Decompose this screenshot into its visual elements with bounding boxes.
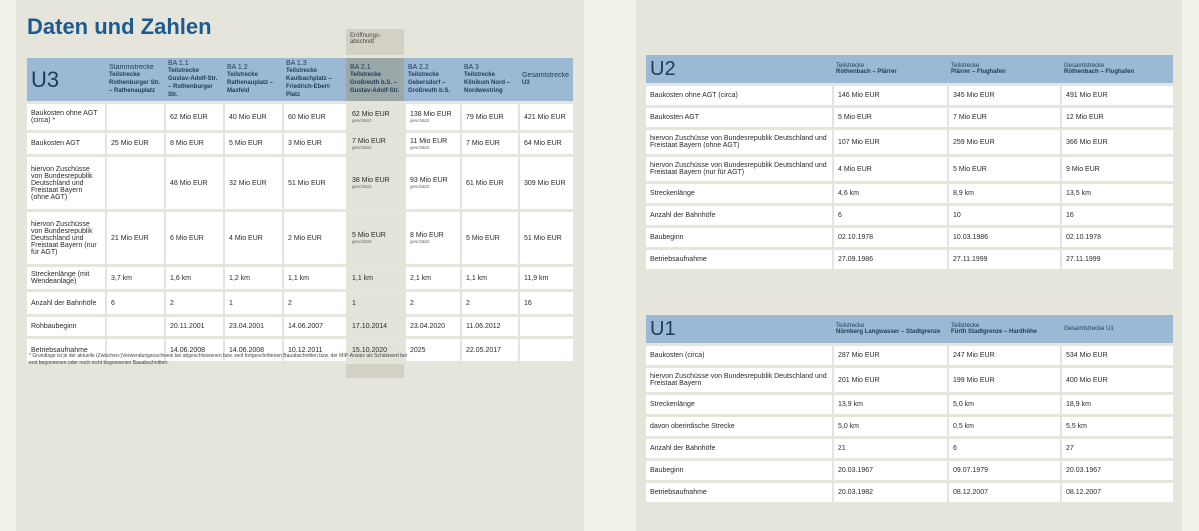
table-row: [27, 212, 573, 264]
table-cell: 13,5 km: [1060, 184, 1173, 203]
table-row: [27, 157, 573, 209]
table-row: [646, 250, 1173, 269]
u2-column-header: [832, 55, 947, 83]
column-route: Teilstrecke Großreuth b.S. – Gustav-Adolf-Str.: [350, 72, 400, 94]
u3-column-header: [460, 58, 518, 101]
row-label: Betriebsaufnahme: [646, 483, 832, 502]
column-route: Teilstrecke Gebersdorf – Großreuth b.S.: [408, 72, 450, 94]
u3-column-header: [404, 58, 460, 101]
row-label: hiervon Zuschüsse von Bundesrepublik Deutschland und Freistaat Bayern (ohne AGT): [27, 157, 105, 209]
table-cell: 10.03.1986: [947, 228, 1060, 247]
cell-value: 14.06.2008: [229, 346, 265, 354]
cell-value: 64 Mio EUR: [524, 140, 562, 147]
table-cell: [105, 104, 164, 130]
table-cell: 20.03.1967: [832, 461, 947, 480]
table-cell: [518, 317, 573, 336]
table-row: [646, 439, 1173, 458]
table-row: [27, 104, 573, 130]
cell-value: 51 Mio EUR: [288, 179, 326, 187]
table-cell: [460, 133, 518, 154]
row-label: Betriebsaufnahme: [646, 250, 832, 269]
table-cell: [518, 292, 573, 314]
table-cell: 201 Mio EUR: [832, 368, 947, 392]
row-label: Baukosten AGT: [646, 108, 832, 127]
row-label: Baukosten (circa): [646, 346, 832, 365]
table-cell: 534 Mio EUR: [1060, 346, 1173, 365]
table-cell: [105, 157, 164, 209]
table-cell: [282, 133, 346, 154]
table-cell: [460, 317, 518, 336]
table-row: [646, 130, 1173, 154]
cell-value: 62 Mio EUR: [352, 111, 390, 118]
cell-value: 62 Mio EUR: [170, 113, 208, 121]
cell-value: 6: [111, 299, 115, 307]
table-row: [646, 157, 1173, 181]
table-cell: [105, 267, 164, 289]
cell-value: 2: [288, 299, 292, 307]
table-cell: [282, 212, 346, 264]
cell-value: 40 Mio EUR: [229, 113, 267, 121]
table-cell: [404, 267, 460, 289]
u2-column-header: [1060, 55, 1173, 83]
u3-column-header: [346, 58, 404, 101]
table-cell: [346, 157, 404, 209]
table-cell: [223, 267, 282, 289]
table-cell: [460, 212, 518, 264]
cell-value: 2,1 km: [410, 274, 432, 282]
cell-value: 14.06.2008: [170, 346, 206, 354]
cell-value: 61 Mio EUR: [466, 179, 504, 187]
row-label: Streckenlänge (mit Wendeanlage): [27, 267, 105, 289]
table-cell: 5,0 km: [832, 417, 947, 436]
table-cell: 491 Mio EUR: [1060, 86, 1173, 105]
table-cell: 10: [947, 206, 1060, 225]
table-row: [646, 483, 1173, 502]
cell-value: 32 Mio EUR: [229, 179, 267, 187]
u3-table: [27, 26, 573, 381]
column-route: Röthenbach – Flughafen: [1064, 69, 1135, 75]
table-cell: 5 Mio EUR: [947, 157, 1060, 181]
table-row: [646, 461, 1173, 480]
column-route: U3: [522, 80, 530, 86]
table-row: [27, 317, 573, 336]
cell-value: 1: [229, 299, 233, 307]
cell-value: 6 Mio EUR: [170, 234, 204, 242]
column-name: BA 1.3: [286, 60, 307, 67]
table-cell: 4 Mio EUR: [832, 157, 947, 181]
table-cell: [223, 292, 282, 314]
table-row: [646, 184, 1173, 203]
table-cell: [404, 317, 460, 336]
cell-value: 2 Mio EUR: [288, 234, 322, 242]
cell-value: 8 Mio EUR: [410, 232, 444, 239]
row-label: Anzahl der Bahnhöfe: [646, 206, 832, 225]
cell-value: 14.06.2007: [288, 323, 324, 330]
table-cell: [223, 317, 282, 336]
table-row: [646, 228, 1173, 247]
table-cell: [164, 133, 223, 154]
table-cell: [223, 157, 282, 209]
table-cell: 107 Mio EUR: [832, 130, 947, 154]
u1-column-header: [832, 315, 947, 343]
table-cell: [346, 212, 404, 264]
cell-value: 16: [524, 299, 532, 307]
table-cell: [460, 292, 518, 314]
cell-value: 309 Mio EUR: [524, 179, 566, 187]
table-cell: [346, 267, 404, 289]
cell-value: 10.12.2011: [288, 346, 323, 354]
table-cell: [404, 212, 460, 264]
row-label: Baukosten AGT: [27, 133, 105, 154]
footnote: * Grundlage ist je der aktuelle (Zwischen-)Verwendungsnachweis bei abgeschlossenen bzw. weit fortgeschrittenen Bauabschnitten bzw. der MIP-Ansatz als Schätzwert bei erst begonnenen oder noch nicht begonnenen Bauabschnitten.: [29, 353, 407, 366]
table-cell: 5,0 km: [947, 395, 1060, 414]
column-route: Fürth Stadtgrenze – Hardhöhe: [951, 329, 1038, 335]
column-name: BA 3: [464, 64, 479, 71]
table-cell: 366 Mio EUR: [1060, 130, 1173, 154]
table-cell: 27: [1060, 439, 1173, 458]
table-cell: 9 Mio EUR: [1060, 157, 1173, 181]
table-cell: 18,9 km: [1060, 395, 1173, 414]
column-name: Teilstrecke: [836, 63, 865, 69]
table-cell: [282, 317, 346, 336]
cell-value: 2: [410, 299, 414, 307]
cell-note: geschätzt: [352, 144, 372, 150]
cell-value: 11,9 km: [524, 274, 549, 282]
cell-value: 25 Mio EUR: [111, 140, 149, 147]
column-name: Teilstrecke: [836, 323, 865, 329]
column-name: Stammstrecke: [109, 64, 154, 71]
column-name: BA 1.2: [227, 64, 248, 71]
cell-value: 93 Mio EUR: [410, 177, 448, 184]
row-label: hiervon Zuschüsse von Bundesrepublik Deutschland und Freistaat Bayern (nur für AGT): [646, 157, 832, 181]
cell-value: 5 Mio EUR: [229, 140, 263, 147]
cell-value: 3 Mio EUR: [288, 140, 322, 147]
table-cell: [282, 157, 346, 209]
row-label: Baubeginn: [646, 228, 832, 247]
row-label: Baukosten ohne AGT (circa) *: [27, 104, 105, 130]
table-cell: 146 Mio EUR: [832, 86, 947, 105]
cell-value: 138 Mio EUR: [410, 111, 452, 118]
table-cell: 259 Mio EUR: [947, 130, 1060, 154]
table-cell: 20.03.1982: [832, 483, 947, 502]
u3-column-header: [518, 58, 573, 101]
table-cell: 16: [1060, 206, 1173, 225]
cell-value: 1,1 km: [352, 274, 374, 282]
cell-value: 8 Mio EUR: [170, 140, 204, 147]
table-cell: 13,9 km: [832, 395, 947, 414]
table-cell: 0,5 km: [947, 417, 1060, 436]
column-name: Teilstrecke: [951, 63, 980, 69]
table-cell: [164, 212, 223, 264]
u1-column-header: [1060, 315, 1173, 343]
u1-table: [646, 312, 1173, 505]
cell-value: 421 Mio EUR: [524, 113, 566, 121]
u2-header-row: [646, 55, 1173, 83]
cell-value: 7 Mio EUR: [466, 140, 500, 147]
row-label: Betriebsaufnahme: [27, 339, 105, 361]
table-cell: [164, 317, 223, 336]
column-name: Gesamtstrecke U1: [1064, 326, 1114, 332]
cell-note: geschätzt: [410, 144, 430, 150]
table-cell: [518, 212, 573, 264]
cell-value: 2025: [410, 346, 426, 354]
cell-value: 5 Mio EUR: [466, 234, 500, 242]
page-title: Daten und Zahlen: [27, 14, 212, 39]
table-cell: 287 Mio EUR: [832, 346, 947, 365]
table-cell: [518, 339, 573, 361]
cell-value: 2: [466, 299, 470, 307]
row-label: hiervon Zuschüsse von Bundesrepublik Deutschland und Freistaat Bayern: [646, 368, 832, 392]
cell-value: 3,7 km: [111, 274, 133, 282]
table-cell: 4,6 km: [832, 184, 947, 203]
table-cell: 09.07.1979: [947, 461, 1060, 480]
table-cell: [105, 212, 164, 264]
column-route: Plärrer – Flughafen: [951, 69, 1006, 75]
u1-header-row: [646, 315, 1173, 343]
table-cell: 5,5 km: [1060, 417, 1173, 436]
table-cell: 27.11.1999: [947, 250, 1060, 269]
u3-column-header: [282, 58, 346, 101]
table-cell: 20.03.1967: [1060, 461, 1173, 480]
column-name: Teilstrecke: [951, 323, 980, 329]
cell-note: geschätzt: [352, 184, 372, 189]
column-name: Gesamtstrecke: [522, 72, 570, 79]
column-name: Gesamtstrecke: [1064, 63, 1105, 69]
cell-value: 23.04.2001: [229, 323, 265, 330]
table-cell: 27.11.1999: [1060, 250, 1173, 269]
row-label: Rohbaubeginn: [27, 317, 105, 336]
cell-value: 7 Mio EUR: [352, 137, 386, 145]
cell-note: geschätzt: [410, 239, 430, 244]
table-cell: [346, 292, 404, 314]
table-cell: [346, 104, 404, 130]
cell-value: 1: [352, 299, 356, 307]
column-route: Nürnberg Langwasser – Stadtgrenze: [836, 329, 941, 335]
table-row: [646, 86, 1173, 105]
column-route: Teilstrecke Klinikum Nord – Nordwestring: [464, 72, 511, 94]
cell-value: 1,6 km: [170, 274, 192, 282]
u2-line-name: U2: [646, 55, 832, 83]
table-cell: 400 Mio EUR: [1060, 368, 1173, 392]
cell-value: 1,1 km: [288, 274, 310, 282]
column-route: Teilstrecke Gustav-Adolf-Str. – Rothenburger Str.: [168, 68, 218, 98]
table-row: [27, 267, 573, 289]
u3-column-header: [164, 58, 223, 101]
table-cell: [346, 317, 404, 336]
row-label: davon oberirdische Strecke: [646, 417, 832, 436]
opening-section-label: Eröffnungs-abschnitt: [346, 29, 404, 55]
table-cell: 247 Mio EUR: [947, 346, 1060, 365]
table-cell: [404, 292, 460, 314]
table-cell: [460, 104, 518, 130]
table-cell: 5 Mio EUR: [832, 108, 947, 127]
table-cell: 6: [832, 206, 947, 225]
table-cell: [518, 104, 573, 130]
table-cell: [164, 104, 223, 130]
row-label: hiervon Zuschüsse von Bundesrepublik Deutschland und Freistaat Bayern (ohne AGT): [646, 130, 832, 154]
cell-value: 17.10.2014: [352, 323, 388, 330]
cell-note: geschätzt: [410, 118, 430, 123]
u1-column-header: [947, 315, 1060, 343]
cell-value: 1,2 km: [229, 274, 251, 282]
table-cell: 02.10.1978: [832, 228, 947, 247]
table-cell: 02.10.1978: [1060, 228, 1173, 247]
table-cell: [460, 157, 518, 209]
u3-header-row: [27, 58, 573, 101]
table-cell: [164, 292, 223, 314]
column-name: BA 2.2: [408, 64, 429, 71]
column-route: Röthenbach – Plärrer: [836, 69, 897, 75]
cell-value: 23.04.2020: [410, 323, 446, 330]
u3-column-header: [105, 58, 164, 101]
table-cell: [346, 133, 404, 154]
table-cell: [518, 157, 573, 209]
cell-value: 15.10.2020: [352, 346, 388, 354]
u1-line-name: U1: [646, 315, 832, 343]
cell-value: 21 Mio EUR: [111, 234, 149, 242]
table-cell: [223, 212, 282, 264]
table-cell: 345 Mio EUR: [947, 86, 1060, 105]
table-cell: 08.12.2007: [947, 483, 1060, 502]
table-cell: [518, 133, 573, 154]
cell-value: 2: [170, 299, 174, 307]
table-cell: [460, 267, 518, 289]
u3-line-name: U3: [27, 58, 105, 101]
table-cell: 21: [832, 439, 947, 458]
column-name: BA 1.1: [168, 60, 189, 67]
table-cell: [404, 339, 460, 361]
table-cell: [105, 317, 164, 336]
cell-note: geschätzt: [410, 184, 430, 189]
cell-value: 20.11.2001: [170, 323, 205, 330]
row-label: Anzahl der Bahnhöfe: [27, 292, 105, 314]
table-cell: [460, 339, 518, 361]
cell-value: 22.05.2017: [466, 346, 502, 354]
table-cell: [282, 267, 346, 289]
cell-value: 38 Mio EUR: [352, 177, 390, 184]
row-label: Baubeginn: [646, 461, 832, 480]
table-row: [646, 108, 1173, 127]
table-cell: 7 Mio EUR: [947, 108, 1060, 127]
column-name: BA 2.1: [350, 64, 371, 71]
table-cell: 8,9 km: [947, 184, 1060, 203]
table-cell: 27.09.1986: [832, 250, 947, 269]
table-cell: [105, 133, 164, 154]
table-cell: [164, 157, 223, 209]
row-label: Streckenlänge: [646, 184, 832, 203]
table-cell: [282, 104, 346, 130]
cell-value: 1,1 km: [466, 274, 488, 282]
table-row: [646, 346, 1173, 365]
table-row: [27, 292, 573, 314]
table-cell: 6: [947, 439, 1060, 458]
cell-note: geschätzt: [352, 118, 372, 123]
column-route: Teilstrecke Kaulbachplatz – Friedrich-Ebert-Platz: [286, 68, 332, 98]
u3-column-header: [223, 58, 282, 101]
column-route: Teilstrecke Rothenburger Str. – Rathenauplatz: [109, 72, 161, 94]
column-route: Teilstrecke Rathenauplatz – Maxfeld: [227, 72, 274, 94]
cell-value: 60 Mio EUR: [288, 113, 326, 121]
cell-value: 79 Mio EUR: [466, 113, 504, 121]
table-cell: [282, 292, 346, 314]
table-cell: [404, 157, 460, 209]
table-row: [646, 417, 1173, 436]
u2-column-header: [947, 55, 1060, 83]
table-cell: [223, 133, 282, 154]
table-row: [646, 206, 1173, 225]
table-cell: 199 Mio EUR: [947, 368, 1060, 392]
cell-value: 51 Mio EUR: [524, 234, 562, 242]
cell-value: 11 Mio EUR: [410, 137, 448, 145]
table-cell: [164, 267, 223, 289]
table-row: [646, 368, 1173, 392]
opening-label-row: [27, 29, 573, 55]
row-label: hiervon Zuschüsse von Bundesrepublik Deutschland und Freistaat Bayern (nur für AGT): [27, 212, 105, 264]
row-label: Baukosten ohne AGT (circa): [646, 86, 832, 105]
u2-table: [646, 52, 1173, 272]
row-label: Anzahl der Bahnhöfe: [646, 439, 832, 458]
table-cell: [105, 292, 164, 314]
row-label: Streckenlänge: [646, 395, 832, 414]
table-cell: [404, 104, 460, 130]
cell-note: geschätzt: [352, 239, 372, 244]
table-row: [27, 133, 573, 154]
cell-value: 11.06.2012: [466, 323, 501, 330]
cell-value: 48 Mio EUR: [170, 179, 208, 187]
table-cell: [223, 104, 282, 130]
table-row: [646, 395, 1173, 414]
cell-value: 5 Mio EUR: [352, 232, 386, 239]
table-cell: 12 Mio EUR: [1060, 108, 1173, 127]
table-cell: [404, 133, 460, 154]
table-cell: [518, 267, 573, 289]
table-cell: 08.12.2007: [1060, 483, 1173, 502]
cell-value: 4 Mio EUR: [229, 234, 263, 242]
